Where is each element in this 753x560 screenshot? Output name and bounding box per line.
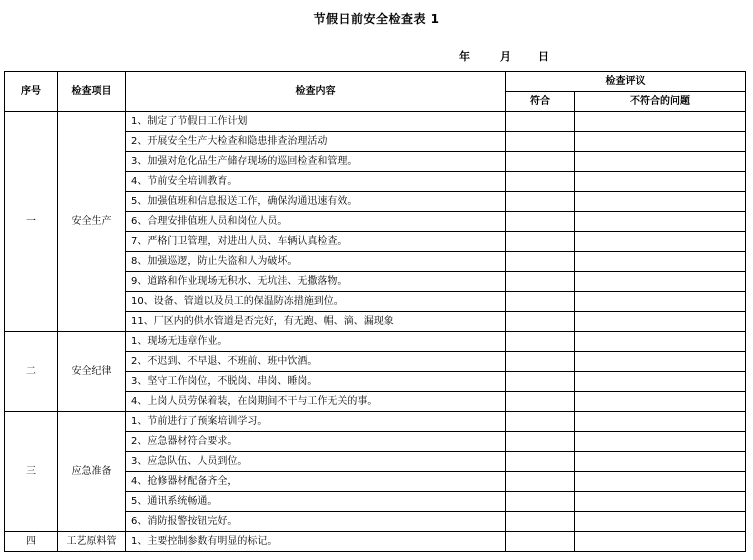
- check-item: 4、上岗人员劳保着装，在岗期间不干与工作无关的事。: [126, 392, 506, 412]
- conform-cell[interactable]: [506, 132, 575, 152]
- section-project: 工艺原料管: [58, 532, 126, 552]
- conform-cell[interactable]: [506, 472, 575, 492]
- check-item: 1、现场无违章作业。: [126, 332, 506, 352]
- check-item: 10、设备、管道以及员工的保温防冻措施到位。: [126, 292, 506, 312]
- conform-cell[interactable]: [506, 252, 575, 272]
- nonconform-cell[interactable]: [575, 252, 746, 272]
- check-item: 2、开展安全生产大检查和隐患排查治理活动: [126, 132, 506, 152]
- section-project: 应急准备: [58, 412, 126, 532]
- check-item: 1、节前进行了预案培训学习。: [126, 412, 506, 432]
- page-title: 节假日前安全检查表 1: [313, 12, 440, 26]
- date-line: [0, 48, 753, 62]
- header-content: 检查内容: [126, 72, 506, 112]
- conform-cell[interactable]: [506, 152, 575, 172]
- section-project: 安全纪律: [58, 332, 126, 412]
- conform-cell[interactable]: [506, 412, 575, 432]
- nonconform-cell[interactable]: [575, 532, 746, 552]
- conform-cell[interactable]: [506, 192, 575, 212]
- conform-cell[interactable]: [506, 172, 575, 192]
- nonconform-cell[interactable]: [575, 432, 746, 452]
- table-row: [5, 412, 746, 432]
- nonconform-cell[interactable]: [575, 232, 746, 252]
- table-row: [5, 112, 746, 132]
- nonconform-cell[interactable]: [575, 292, 746, 312]
- nonconform-cell[interactable]: [575, 172, 746, 192]
- check-item: 2、应急器材符合要求。: [126, 432, 506, 452]
- check-item: 6、消防报警按钮完好。: [126, 512, 506, 532]
- conform-cell[interactable]: [506, 112, 575, 132]
- conform-cell[interactable]: [506, 232, 575, 252]
- header-evaluation: 检查评议: [506, 72, 746, 92]
- nonconform-cell[interactable]: [575, 392, 746, 412]
- section-seq: 四: [5, 532, 58, 552]
- conform-cell[interactable]: [506, 372, 575, 392]
- date-year: 年: [459, 50, 470, 63]
- nonconform-cell[interactable]: [575, 492, 746, 512]
- nonconform-cell[interactable]: [575, 152, 746, 172]
- conform-cell[interactable]: [506, 432, 575, 452]
- table-row: [5, 532, 746, 552]
- header-nonconform: 不符合的问题: [575, 92, 746, 112]
- nonconform-cell[interactable]: [575, 212, 746, 232]
- check-item: 2、不迟到、不早退、不班前、班中饮酒。: [126, 352, 506, 372]
- conform-cell[interactable]: [506, 292, 575, 312]
- section-seq: 二: [5, 332, 58, 412]
- conform-cell[interactable]: [506, 352, 575, 372]
- date-month: 月: [500, 50, 511, 63]
- conform-cell[interactable]: [506, 312, 575, 332]
- conform-cell[interactable]: [506, 452, 575, 472]
- conform-cell[interactable]: [506, 512, 575, 532]
- check-item: 3、加强对危化品生产储存现场的巡回检查和管理。: [126, 152, 506, 172]
- check-item: 11、厂区内的供水管道是否完好，有无跑、帽、滴、漏现象: [126, 312, 506, 332]
- check-item: 8、加强巡逻，防止失盗和人为破坏。: [126, 252, 506, 272]
- nonconform-cell[interactable]: [575, 272, 746, 292]
- conform-cell[interactable]: [506, 272, 575, 292]
- nonconform-cell[interactable]: [575, 352, 746, 372]
- section-seq: 三: [5, 412, 58, 532]
- header-seq: 序号: [5, 72, 58, 112]
- table-body: [5, 112, 746, 552]
- date-day: 日: [538, 50, 549, 63]
- inspection-table: [4, 71, 746, 552]
- nonconform-cell[interactable]: [575, 192, 746, 212]
- conform-cell[interactable]: [506, 212, 575, 232]
- conform-cell[interactable]: [506, 492, 575, 512]
- check-item: 7、严格门卫管理，对进出人员、车辆认真检查。: [126, 232, 506, 252]
- check-item: 3、坚守工作岗位，不脱岗、串岗、睡岗。: [126, 372, 506, 392]
- nonconform-cell[interactable]: [575, 452, 746, 472]
- nonconform-cell[interactable]: [575, 512, 746, 532]
- nonconform-cell[interactable]: [575, 312, 746, 332]
- conform-cell[interactable]: [506, 532, 575, 552]
- check-item: 4、抢修器材配备齐全，: [126, 472, 506, 492]
- section-seq: 一: [5, 112, 58, 332]
- check-item: 1、主要控制参数有明显的标记。: [126, 532, 506, 552]
- check-item: 3、应急队伍、人员到位。: [126, 452, 506, 472]
- check-item: 4、节前安全培训教育。: [126, 172, 506, 192]
- section-project: 安全生产: [58, 112, 126, 332]
- conform-cell[interactable]: [506, 332, 575, 352]
- nonconform-cell[interactable]: [575, 472, 746, 492]
- table-row: [5, 332, 746, 352]
- nonconform-cell[interactable]: [575, 372, 746, 392]
- nonconform-cell[interactable]: [575, 332, 746, 352]
- nonconform-cell[interactable]: [575, 412, 746, 432]
- check-item: 5、加强值班和信息报送工作，确保沟通迅速有效。: [126, 192, 506, 212]
- header-conform: 符合: [506, 92, 575, 112]
- check-item: 9、道路和作业现场无积水、无坑洼、无撒落物。: [126, 272, 506, 292]
- header-project: 检查项目: [58, 72, 126, 112]
- conform-cell[interactable]: [506, 392, 575, 412]
- nonconform-cell[interactable]: [575, 112, 746, 132]
- check-item: 1、制定了节假日工作计划: [126, 112, 506, 132]
- check-item: 6、合理安排值班人员和岗位人员。: [126, 212, 506, 232]
- check-item: 5、通讯系统畅通。: [126, 492, 506, 512]
- nonconform-cell[interactable]: [575, 132, 746, 152]
